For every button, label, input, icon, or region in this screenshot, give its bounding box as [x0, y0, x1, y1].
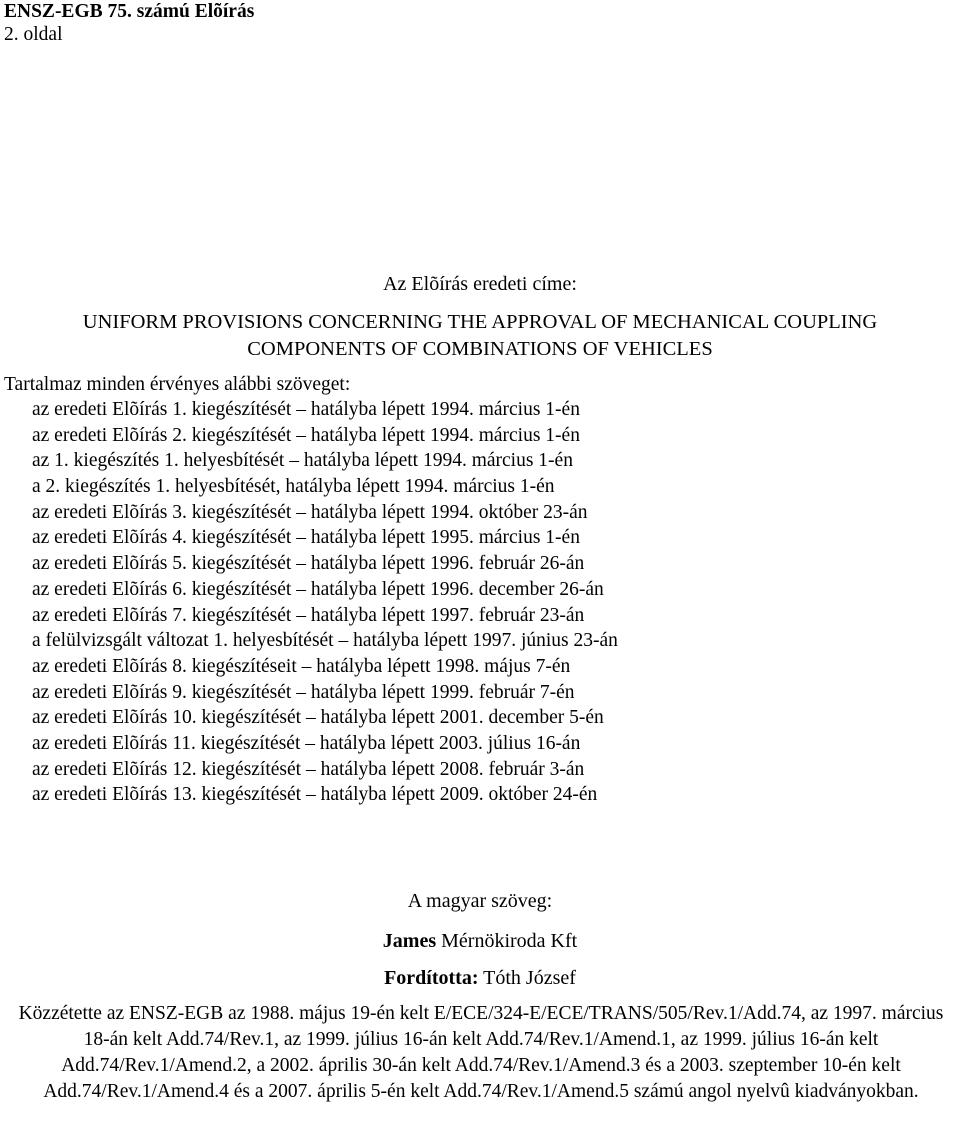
- hungarian-text-label: A magyar szöveg:: [407, 890, 553, 912]
- translator-line: [0, 965, 960, 991]
- translator-name: Tóth József: [478, 967, 576, 989]
- amendment-item: az eredeti Elõírás 12. kiegészítését – hatályba lépett 2008. február 3-án: [32, 758, 585, 780]
- amendment-item: az eredeti Elõírás 1. kiegészítését – hatályba lépett 1994. március 1-én: [32, 399, 580, 420]
- firm-name-bold: James: [382, 930, 437, 952]
- translation-firm: [0, 928, 960, 954]
- contains-label: Tartalmaz minden érvényes alábbi szöveget:: [4, 374, 351, 395]
- original-title-line-1: UNIFORM PROVISIONS CONCERNING THE APPROVAL OF MECHANICAL COUPLING: [82, 311, 878, 333]
- translator-label: Fordította:: [384, 967, 479, 989]
- regulation-header: ENSZ-EGB 75. számú Elõírás: [4, 1, 255, 22]
- original-title-label: Az Elõírás eredeti címe:: [383, 273, 577, 295]
- firm-name-rest: Mérnökiroda Kft: [436, 930, 578, 952]
- amendment-item: az eredeti Elõírás 5. kiegészítését – hatályba lépett 1996. február 26-án: [32, 553, 585, 575]
- amendment-item: az eredeti Elõírás 9. kiegészítését – hatályba lépett 1999. február 7-én: [32, 681, 575, 703]
- amendment-item: az eredeti Elõírás 2. kiegészítését – hatályba lépett 1994. március 1-én: [32, 424, 580, 446]
- amendment-item: a 2. kiegészítés 1. helyesbítését, hatályba lépett 1994. március 1-én: [32, 476, 555, 498]
- publication-note: Közzétette az ENSZ-EGB az 1988. május 19-én kelt E/ECE/324-E/ECE/TRANS/505/Rev.1/Add.74, az 1997. március 18-án kelt Add.74/Rev.1, az 1999. július 16-án kelt Add.74/Rev.1/Amend.1, az 1999. július 16-án kelt Add.74/Rev.1/Amend.2, a 2002. április 30-án kelt Add.74/Rev.1/Amend.3 és a 2003. szeptember 10-én kelt Add.74/Rev.1/Amend.4 és a 2007. április 5-én kelt Add.74/Rev.1/Amend.5 számú angol nyelvû kiadványokban.: [18, 1003, 944, 1102]
- amendment-item: az eredeti Elõírás 7. kiegészítését – hatályba lépett 1997. február 23-án: [32, 604, 585, 626]
- original-title-line-2: COMPONENTS OF COMBINATIONS OF VEHICLES: [247, 338, 713, 360]
- amendment-item: az eredeti Elõírás 11. kiegészítését – hatályba lépett 2003. július 16-án: [32, 732, 581, 754]
- amendment-item: az eredeti Elõírás 10. kiegészítését – hatályba lépett 2001. december 5-én: [32, 707, 604, 729]
- amendment-item: az 1. kiegészítés 1. helyesbítését – hatályba lépett 1994. március 1-én: [32, 450, 573, 472]
- amendment-item: az eredeti Elõírás 13. kiegészítését – hatályba lépett 2009. október 24-én: [32, 784, 598, 806]
- amendment-item: a felülvizsgált változat 1. helyesbítését – hatályba lépett 1997. június 23-án: [32, 630, 618, 652]
- amendment-list: [32, 397, 618, 808]
- amendment-item: az eredeti Elõírás 4. kiegészítését – hatályba lépett 1995. március 1-én: [32, 527, 580, 549]
- amendment-item: az eredeti Elõírás 8. kiegészítéseit – hatályba lépett 1998. május 7-én: [32, 655, 571, 677]
- page-number: 2. oldal: [4, 24, 63, 45]
- amendment-item: az eredeti Elõírás 6. kiegészítését – hatályba lépett 1996. december 26-án: [32, 578, 604, 600]
- amendment-item: az eredeti Elõírás 3. kiegészítését – hatályba lépett 1994. október 23-án: [32, 501, 588, 523]
